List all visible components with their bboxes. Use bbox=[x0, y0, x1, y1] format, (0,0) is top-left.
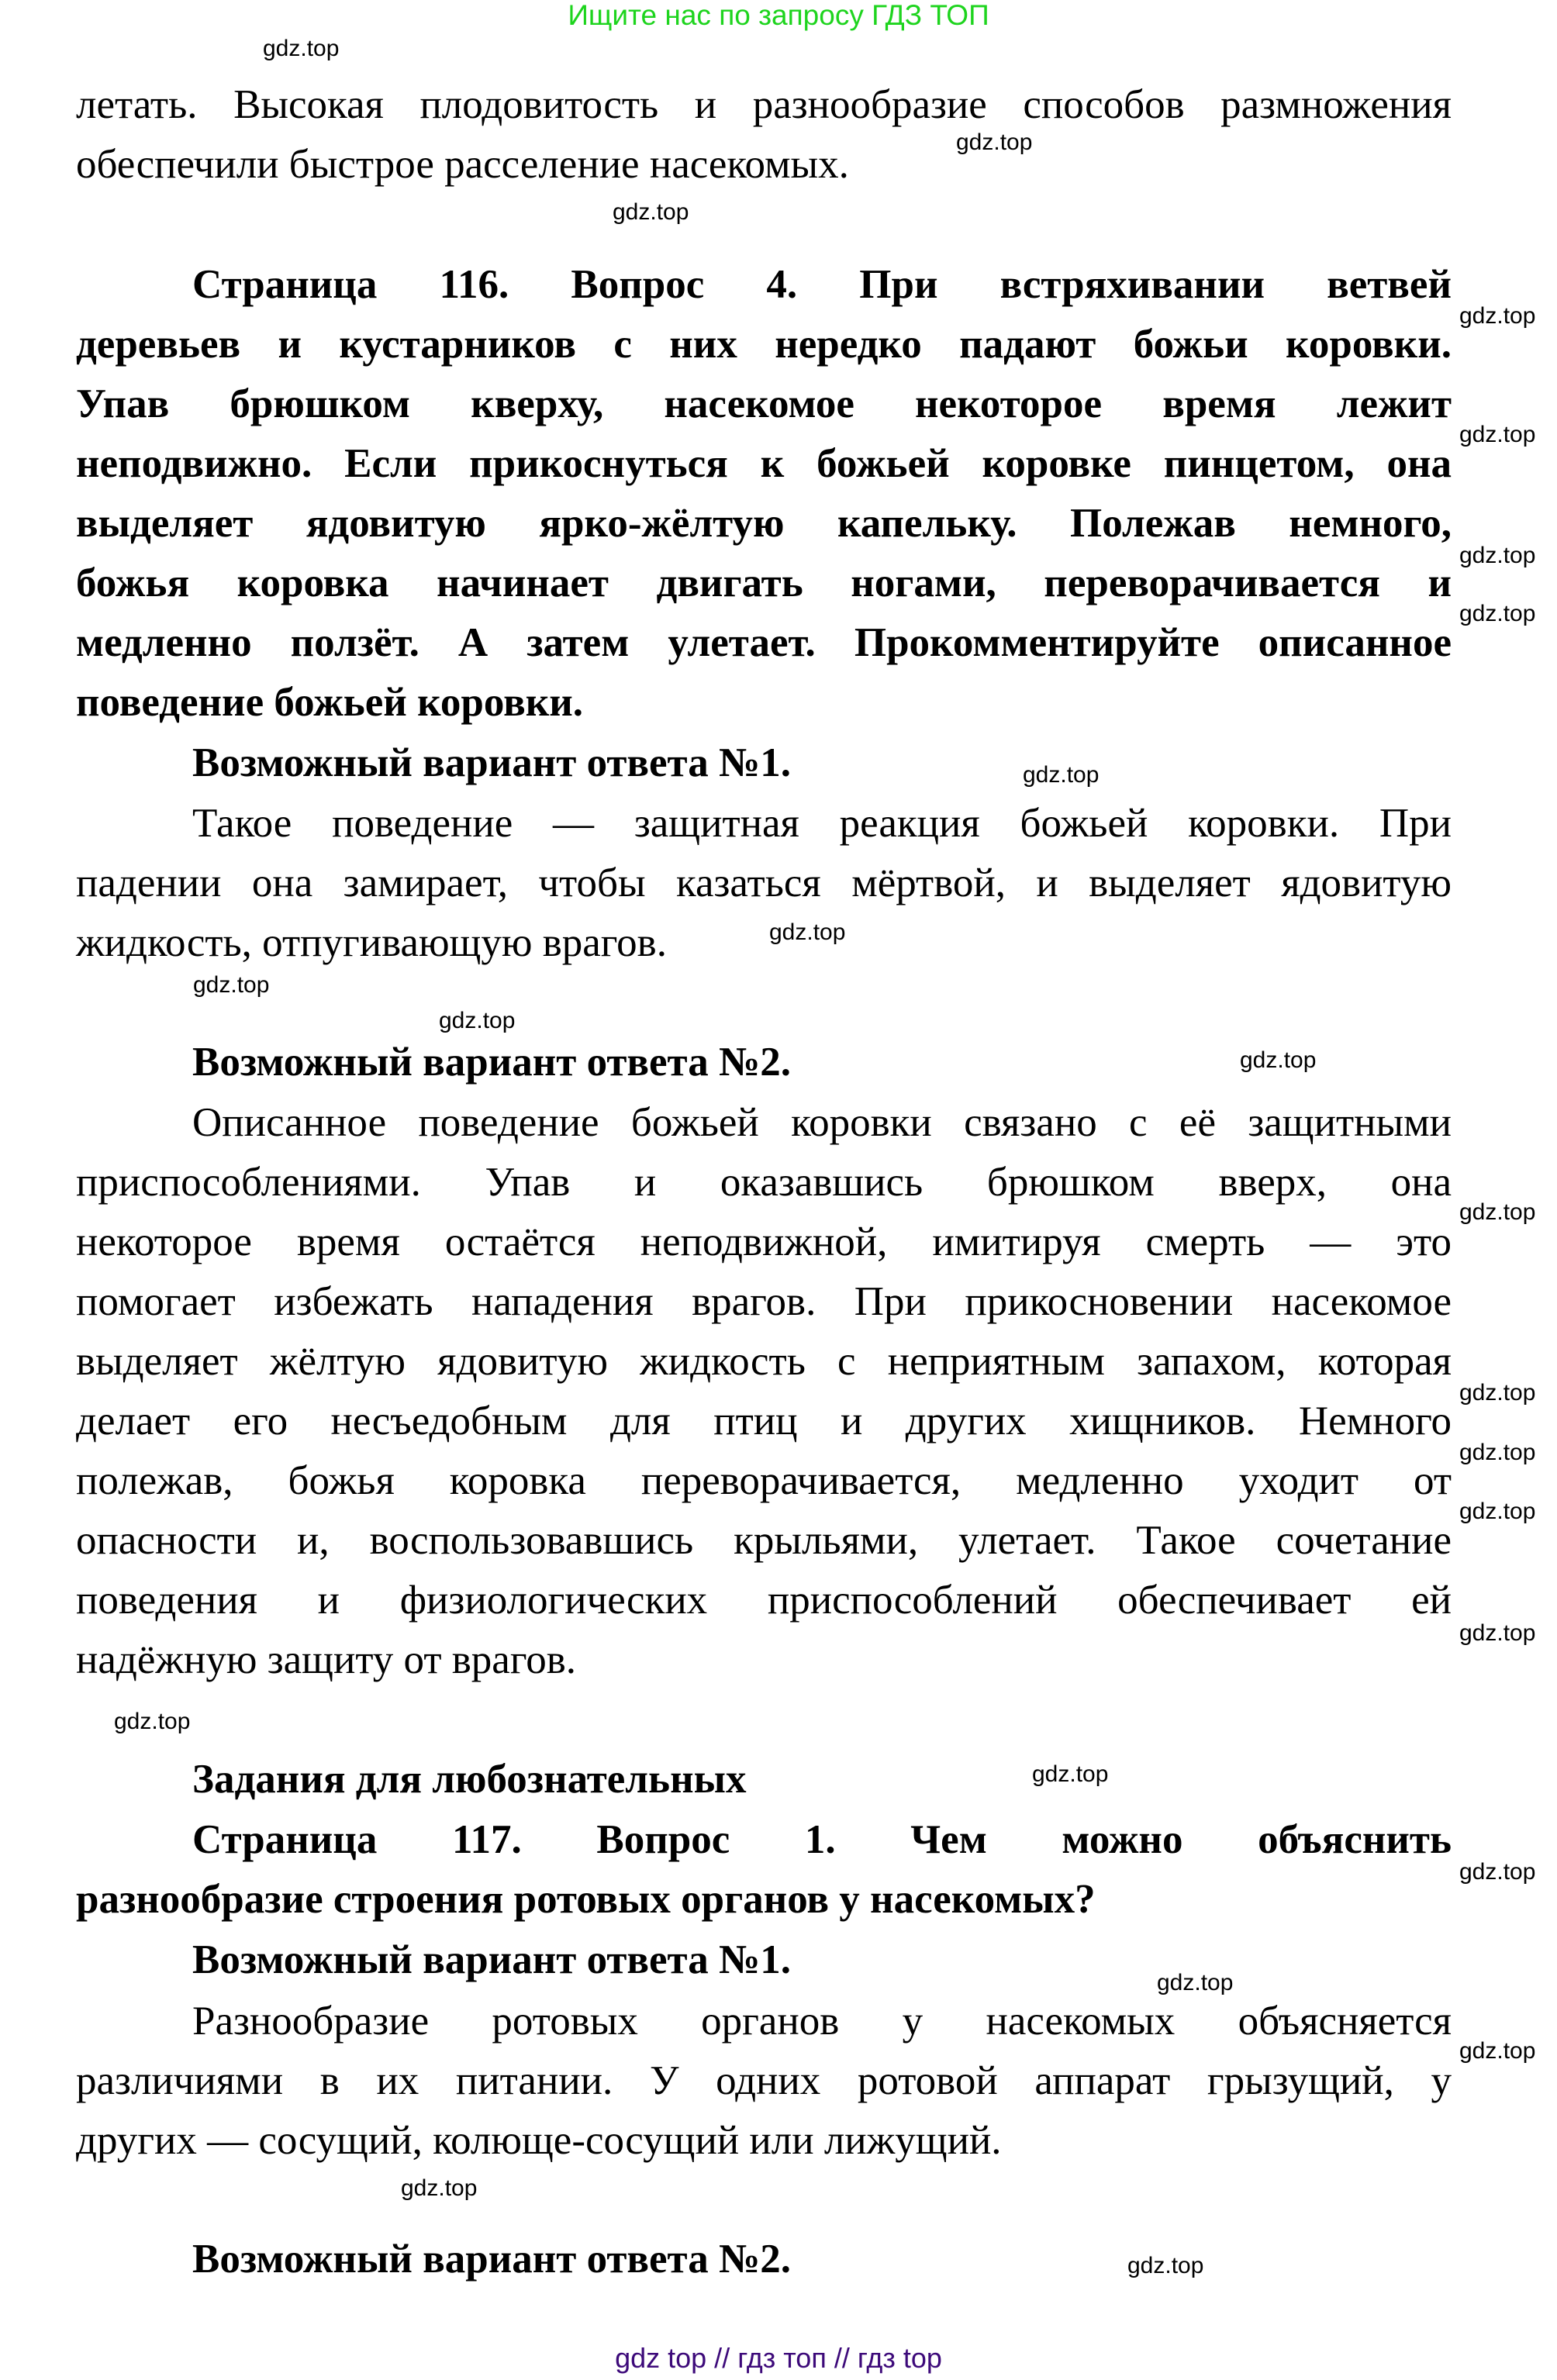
watermark: gdz.top bbox=[1459, 1199, 1536, 1225]
search-banner[interactable]: Ищите нас по запросу ГДЗ ТОП bbox=[568, 0, 989, 31]
text-line: Страница 117. Вопрос 1. Чем можно объяснить bbox=[192, 1817, 1452, 1862]
watermark: gdz.top bbox=[1459, 601, 1536, 626]
text-line: выделяет жёлтую ядовитую жидкость с неприятным запахом, которая bbox=[76, 1339, 1452, 1384]
answer-heading bbox=[76, 1930, 1452, 1990]
text-line: падении она замирает, чтобы казаться мёртвой, и выделяет ядовитую bbox=[76, 861, 1452, 905]
watermark: gdz.top bbox=[1459, 1499, 1536, 1524]
answer-paragraph bbox=[76, 1093, 1452, 1690]
text-line: разнообразие строения ротовых органов у насекомых? bbox=[76, 1877, 1096, 1922]
text-line: Такое поведение — защитная реакция божьей коровки. При bbox=[192, 801, 1452, 846]
watermark: gdz.top bbox=[1240, 1047, 1317, 1073]
watermark: gdz.top bbox=[1459, 303, 1536, 329]
footer-links[interactable]: gdz top // гдз топ // гдз top bbox=[615, 2342, 942, 2374]
watermark: gdz.top bbox=[769, 919, 846, 945]
watermark: gdz.top bbox=[1459, 543, 1536, 568]
text-line: приспособлениями. Упав и оказавшись брюшком вверх, она bbox=[76, 1160, 1452, 1205]
text-line: некоторое время остаётся неподвижной, имитируя смерть — это bbox=[76, 1219, 1452, 1264]
watermark: gdz.top bbox=[1459, 2038, 1536, 2064]
text-line: Страница 116. Вопрос 4. При встряхивании ветвей bbox=[192, 262, 1452, 307]
answer-paragraph bbox=[76, 794, 1452, 973]
text-line: надёжную защиту от врагов. bbox=[76, 1637, 577, 1682]
text-line: медленно ползёт. А затем улетает. Прокомментируйте описанное bbox=[76, 620, 1452, 665]
text-line: опасности и, воспользовавшись крыльями, улетает. Такое сочетание bbox=[76, 1518, 1452, 1563]
watermark: gdz.top bbox=[1459, 1859, 1536, 1885]
watermark: gdz.top bbox=[401, 2175, 478, 2201]
text-line: Задания для любознательных bbox=[192, 1757, 747, 1802]
text-line: деревьев и кустарников с них нередко падают божьи коровки. bbox=[76, 322, 1452, 367]
text-line: Возможный вариант ответа №1. bbox=[192, 740, 791, 785]
watermark: gdz.top bbox=[1459, 1440, 1536, 1465]
watermark: gdz.top bbox=[956, 129, 1033, 155]
watermark: gdz.top bbox=[613, 199, 689, 225]
text-line: жидкость, отпугивающую врагов. bbox=[76, 920, 667, 965]
watermark: gdz.top bbox=[439, 1008, 516, 1033]
question-text bbox=[76, 1810, 1452, 1930]
watermark: gdz.top bbox=[1459, 1380, 1536, 1406]
watermark: gdz.top bbox=[1157, 1970, 1234, 1995]
text-line: поведения и физиологических приспособлений обеспечивает ей bbox=[76, 1578, 1452, 1623]
watermark: gdz.top bbox=[1032, 1761, 1109, 1787]
text-line: Упав брюшком кверху, насекомое некоторое время лежит bbox=[76, 381, 1452, 426]
section-heading bbox=[76, 1750, 1452, 1809]
text-line: Возможный вариант ответа №2. bbox=[192, 1040, 791, 1085]
text-line: обеспечили быстрое расселение насекомых. bbox=[76, 142, 849, 187]
paragraph bbox=[76, 75, 1452, 195]
text-line: летать. Высокая плодовитость и разнообразие способов размножения bbox=[76, 82, 1452, 127]
watermark: gdz.top bbox=[263, 36, 340, 61]
text-line: Возможный вариант ответа №2. bbox=[192, 2237, 791, 2282]
text-line: полежав, божья коровка переворачивается, медленно уходит от bbox=[76, 1458, 1452, 1503]
answer-paragraph bbox=[76, 1992, 1452, 2171]
text-line: Разнообразие ротовых органов у насекомых объясняется bbox=[192, 1999, 1452, 2044]
watermark: gdz.top bbox=[114, 1709, 191, 1734]
text-line: поведение божьей коровки. bbox=[76, 680, 584, 725]
answer-heading bbox=[76, 733, 1452, 793]
question-text bbox=[76, 255, 1452, 733]
watermark: gdz.top bbox=[1459, 1620, 1536, 1646]
text-line: помогает избежать нападения врагов. При прикосновении насекомое bbox=[76, 1279, 1452, 1324]
text-line: неподвижно. Если прикоснуться к божьей коровке пинцетом, она bbox=[76, 441, 1452, 486]
watermark: gdz.top bbox=[1459, 422, 1536, 447]
watermark: gdz.top bbox=[193, 972, 270, 998]
text-line: божья коровка начинает двигать ногами, переворачивается и bbox=[76, 561, 1452, 605]
text-line: Возможный вариант ответа №1. bbox=[192, 1937, 791, 1982]
text-line: различиями в их питании. У одних ротовой аппарат грызущий, у bbox=[76, 2058, 1452, 2103]
watermark: gdz.top bbox=[1023, 762, 1100, 788]
answer-heading bbox=[76, 2230, 1452, 2289]
text-line: делает его несъедобным для птиц и других хищников. Немного bbox=[76, 1399, 1452, 1444]
watermark: gdz.top bbox=[1127, 2253, 1204, 2278]
text-line: Описанное поведение божьей коровки связано с её защитными bbox=[192, 1100, 1452, 1145]
text-line: других — сосущий, колюще-сосущий или лижущий. bbox=[76, 2118, 1002, 2163]
text-line: выделяет ядовитую ярко-жёлтую капельку. Полежав немного, bbox=[76, 501, 1452, 546]
